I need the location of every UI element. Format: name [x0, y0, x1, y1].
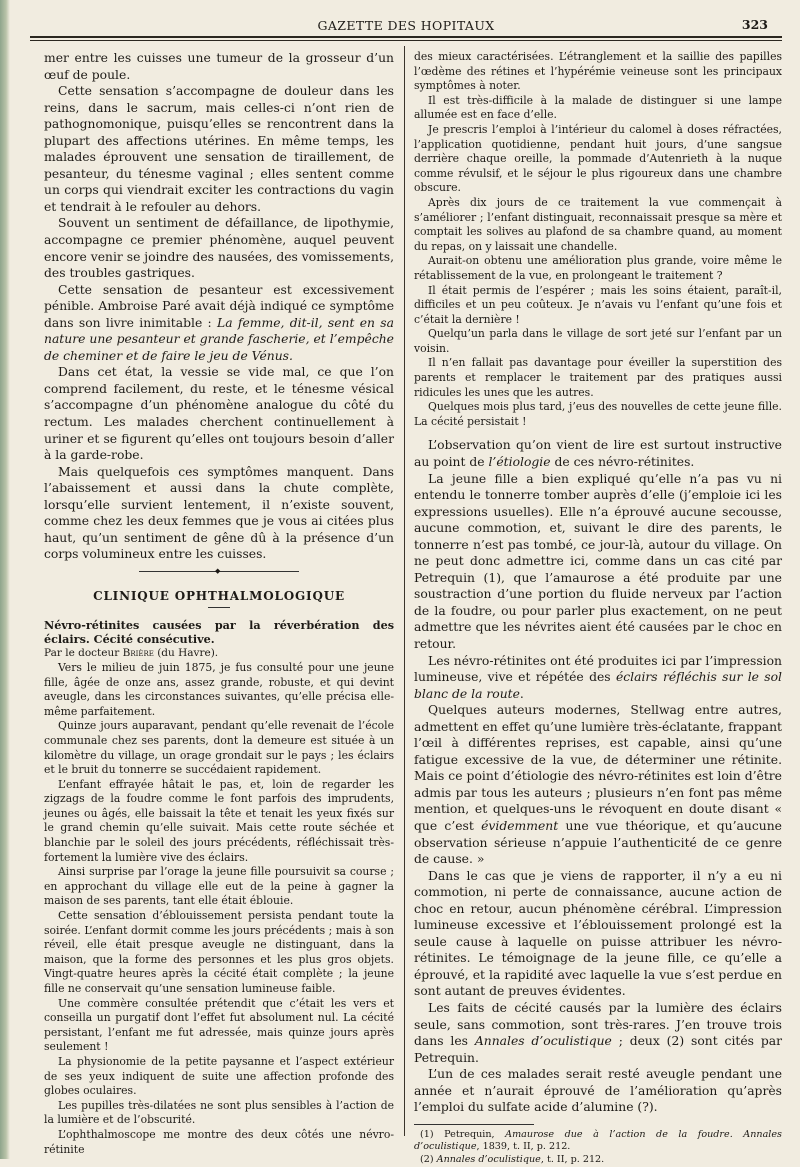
footnote: (2) Annales d’oculistique, t. II, p. 212.: [420, 1154, 605, 1166]
paragraph: Une commère consultée prétendit que c’était les vers et conseilla un purgatif dont l’effet fut absolument nul. La cécité persistant, l’enfant me fut adressée, mais quinze jours après seulement !: [44, 996, 394, 1054]
paragraph: Ainsi surprise par l’orage la jeune fille poursuivit sa course ; en approchant du village elle eut de la peine à gagner la maison de ses parents, tant elle était éblouie.: [44, 865, 394, 908]
paragraph: Après dix jours de ce traitement la vue commençait à s’améliorer ; l’enfant distinguait, reconnaissait presque sa mère et comptait les solives au plafond de sa chambre quand, au moment du repas, on y laissait une chandelle.: [414, 195, 782, 253]
left-column: [44, 50, 395, 1156]
article-title: Névro-rétinites causées par la réverbération des éclairs. Cécité consécutive.: [44, 617, 394, 646]
paragraph: La jeune fille a bien expliqué qu’elle n’a pas vu ni entendu le tonnerre tomber auprès d’elle (j’emploie ici les expressions usuelles). Elle n’a éprouvé aucune secousse, aucune commotion, et, suivant le dire des parents, le tonnerre n’est pas tombé, ce jour-là, autour du village. On ne peut donc admettre ici, comme dans un cas cité par Petrequin (1), que l’amaurose a été produite par une soustraction d’une portion du fluide nerveux par l’action de la foudre, ou pour parler plus exactement, on ne peut admettre que les névrites aient été causées par le choc en retour.: [414, 471, 782, 651]
paragraph: Il était permis de l’espérer ; mais les soins étaient, paraît-il, difficiles et un peu coûteux. Je n’avais vu l’enfant qu’une fois et c’était la dernière !: [414, 283, 782, 326]
paragraph: Souvent un sentiment de défaillance, de lipothymie, accompagne ce premier phénomène, auquel peuvent encore venir se joindre des nausées, des vomissements, des troubles gastriques.: [44, 216, 395, 281]
paragraph: Dans le cas que je viens de rapporter, il n’y a eu ni commotion, ni perte de connaissance, aucune action de choc en retour, aucun phénomène cérébral. L’impression lumineuse excessive et l’éblouissement prolongé est la seule cause à laquelle on puisse attribuer les névro-rétinites. Le témoignage de la jeune fille, ce qu’elle a éprouvé, et la rapidité avec laquelle la vue s’est perdue en sont autant de preuves évidentes.: [414, 868, 782, 999]
header-rule: [30, 36, 782, 38]
paragraph: L’enfant effrayée hâtait le pas, et, loin de regarder les zigzags de la foudre comme le font parfois des imprudents, jeunes ou âgés, elle baissait la tête et tenait les yeux fixés sur le grand chemin qu’elle suivait. Mais cette route séchée et blanchie par le soleil des jours précédents, réfléchissait très-fortement la lumière vive des éclairs.: [44, 777, 394, 864]
paragraph: Cette sensation d’éblouissement persista pendant toute la soirée. L’enfant dormit comme les jours précédents ; mais à son réveil, elle était presque aveugle ne distinguant, dans la maison, que la forme des personnes et les plus gros objets. Vingt-quatre heures après la cécité était complète ; la jeune fille ne conservait qu’une sensation lumineuse faible.: [44, 909, 394, 996]
paragraph: L’un de ces malades serait resté aveugle pendant une année et n’aurait éprouvé de l’amélioration qu’après l’emploi du sulfate acide d’alumine (?).: [414, 1067, 782, 1115]
column-divider: [404, 46, 405, 1136]
paragraph: Dans cet état, la vessie se vide mal, ce que l’on comprend facilement, du reste, et le ténesme vésical s’accompagne d’un phénomène analogue du côté du rectum. Les malades cherchent continuellement à uriner et se figurent qu’elles ont toujours besoin d’aller à la garde-robe.: [44, 365, 394, 463]
byline-prefix: Par le docteur: [44, 646, 120, 659]
paragraph: Je prescris l’emploi à l’intérieur du calomel à doses réfractées, l’application quotidienne, pendant huit jours, d’une sangsue derrière chaque oreille, la pommade d’Autenrieth à la nuque comme révulsif, et le séjour le plus rigoureux dans une chambre obscure.: [414, 122, 782, 195]
paragraph: Quelques mois plus tard, j’eus des nouvelles de cette jeune fille. La cécité persistait !: [414, 400, 782, 428]
page-edge-stain: [0, 0, 10, 1159]
byline-suffix: (du Havre).: [157, 646, 219, 659]
separator: ◆: [44, 563, 394, 579]
paragraph: Quinze jours auparavant, pendant qu’elle revenait de l’école communale chez ses parents, dont la demeure est située à un kilomètre du village, un orage grondait sur le pays ; les éclairs et le bruit du tonnerre se succédaient rapidement.: [44, 719, 394, 777]
paragraph: Il est très-difficile à la malade de distinguer si une lampe allumée est en face d’elle.: [414, 93, 782, 122]
paragraph: Il n’en fallait pas davantage pour éveiller la superstition des parents et remplacer le traitement par des pratiques aussi ridicules les unes que les autres.: [414, 356, 782, 399]
page-number: 323: [741, 17, 768, 32]
paragraph: Vers le milieu de juin 1875, je fus consulté pour une jeune fille, âgée de onze ans, assez grande, robuste, et qui devint aveugle, dans les circonstances suivantes, qu’elle précisa elle-même parfaitement.: [44, 660, 394, 718]
paragraph: mer entre les cuisses une tumeur de la grosseur d’un œuf de poule.: [44, 51, 394, 82]
paragraph: Mais quelquefois ces symptômes manquent. Dans l’abaissement et aussi dans la chute complète, lorsqu’elle survient lentement, il n’existe souvent, comme chez les deux femmes que je vous ai citées plus haut, qu’un sentiment de gêne dû à la présence d’un corps volumineux entre les cuisses.: [44, 464, 394, 562]
right-column: [414, 50, 782, 1166]
header-rule-thin: [30, 40, 782, 41]
paragraph-pare: [44, 282, 394, 365]
paragraph: Les névro-rétinites ont été produites ici par l’impression lumineuse, vive et répétée des éclairs réfléchis sur le sol blanc de la route.: [414, 653, 782, 701]
footnote: (1) Petrequin, Amaurose due à l’action de la foudre. Annales d’oculistique, 1839, t. II, p. 212.: [414, 1128, 782, 1153]
byline-author: Brière: [122, 646, 154, 659]
paragraph: L’observation qu’on vient de lire est surtout instructive au point de l’étiologie de ces névro-rétinites.: [414, 438, 782, 469]
paragraph: des mieux caractérisées. L’étranglement et la saillie des papilles l’œdème des rétines et l’hypérémie veineuse sont les principaux symptômes à noter.: [414, 50, 782, 93]
paragraph: Aurait-on obtenu une amélioration plus grande, voire même le rétablissement de la vue, en prolongeant le traitement ?: [414, 254, 782, 282]
byline: [44, 646, 394, 661]
paragraph: Les pupilles très-dilatées ne sont plus sensibles à l’action de la lumière et de l’obscurité.: [44, 1098, 394, 1127]
paragraph: L’ophthalmoscope me montre des deux côtés une névro-rétinite: [44, 1127, 394, 1156]
section-rule: [208, 607, 230, 608]
paragraph: Les faits de cécité causés par la lumière des éclairs seule, sans commotion, sont très-rares. J’en trouve trois dans les Annales d’oculistique ; deux (2) sont cités par Petrequin.: [414, 1001, 782, 1065]
page-header: [30, 14, 782, 36]
paragraph: Quelques auteurs modernes, Stellwag entre autres, admettent en effet qu’une lumière très-éclatante, frappant l’œil à différentes reprises, est capable, ainsi qu’une fatigue excessive de la vue, de déterminer une rétinite. Mais ce point d’étiologie des névro-rétinites est loin d’être admis par tous les auteurs ; plusieurs n’en font pas même mention, et quelques-uns le révoquent en doute disant « que c’est évidemment une vue théorique, et qu’aucune observation sérieuse n’appuie l’authenticité de ce genre de cause. »: [414, 703, 782, 867]
footnotes: [414, 1129, 782, 1167]
paragraph: La physionomie de la petite paysanne et l’aspect extérieur de ses yeux indiquent de suite une affection profonde des globes oculaires.: [44, 1054, 394, 1098]
pare-intro: Cette sensation de pesanteur est excessivement pénible. Ambroise Paré avait déjà indiqué ce symptôme dans son livre inimitable :: [44, 282, 394, 330]
journal-title: GAZETTE DES HOPITAUX: [317, 18, 495, 33]
section-title: CLINIQUE OPHTHALMOLOGIQUE: [93, 588, 345, 603]
footnote-rule: [414, 1124, 534, 1125]
pare-quote: La femme, dit-il, sent en sa nature une pesanteur et grande fascherie, et l’empêche de cheminer et de faire le jeu de Vénus.: [44, 315, 394, 363]
paragraph: Quelqu’un parla dans le village de sort jeté sur l’enfant par un voisin.: [414, 327, 782, 355]
paragraph: Cette sensation s’accompagne de douleur dans les reins, dans le sacrum, mais celles-ci n’ont rien de pathognomonique, puisqu’elles se rencontrent dans la plupart des affections utérines. En même temps, les malades éprouvent une sensation de tiraillement, de pesanteur, du ténesme vaginal ; elles sentent comme un corps qui viendrait exciter les contractions du vagin et tendrait à le refouler au dehors.: [44, 84, 394, 214]
